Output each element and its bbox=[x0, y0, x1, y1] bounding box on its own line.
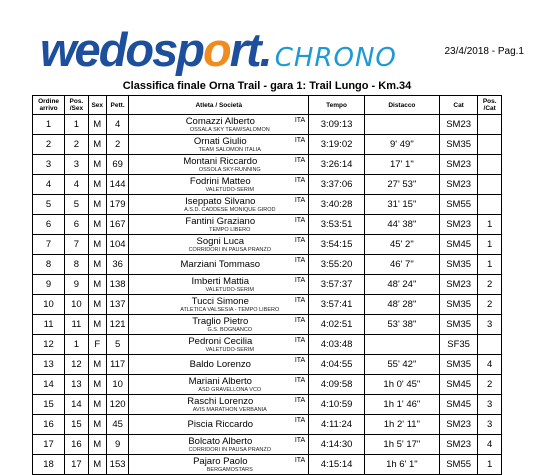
cell-tempo: 3:54:15 bbox=[309, 235, 365, 255]
athlete-nation: ITA bbox=[294, 317, 306, 324]
athlete-society: CORRIDORI IN PAUSA PRANZO bbox=[188, 446, 271, 453]
cell-ordine: 4 bbox=[33, 175, 65, 195]
cell-ordine: 7 bbox=[33, 235, 65, 255]
cell-distacco: 1h 0' 45" bbox=[364, 375, 439, 395]
athlete-name: Baldo Lorenzo bbox=[189, 359, 251, 370]
cell-sex: M bbox=[88, 295, 106, 315]
cell-cat: SM35 bbox=[439, 135, 478, 155]
cell-sex: M bbox=[88, 275, 106, 295]
cell-distacco: 53' 38" bbox=[364, 315, 439, 335]
cell-distacco bbox=[364, 335, 439, 355]
cell-pos-cat bbox=[478, 335, 502, 355]
cell-atleta bbox=[129, 195, 309, 215]
cell-tempo: 3:57:41 bbox=[309, 295, 365, 315]
cell-ordine: 12 bbox=[33, 335, 65, 355]
col-header-sex: Sex bbox=[88, 96, 106, 115]
cell-tempo: 3:09:13 bbox=[309, 115, 365, 135]
cell-distacco: 1h 1' 46" bbox=[364, 395, 439, 415]
cell-distacco: 17' 1" bbox=[364, 155, 439, 175]
cell-pett: 45 bbox=[106, 415, 128, 435]
cell-pett: 10 bbox=[106, 375, 128, 395]
cell-pos-sex: 17 bbox=[65, 455, 89, 475]
cell-distacco: 46' 7" bbox=[364, 255, 439, 275]
cell-sex: M bbox=[88, 255, 106, 275]
cell-tempo: 4:15:14 bbox=[309, 455, 365, 475]
cell-tempo: 3:26:14 bbox=[309, 155, 365, 175]
cell-distacco bbox=[364, 115, 439, 135]
cell-atleta bbox=[129, 275, 309, 295]
athlete-society: BERGAMOSTARS bbox=[206, 466, 253, 473]
cell-pos-sex: 1 bbox=[65, 335, 89, 355]
cell-sex: M bbox=[88, 215, 106, 235]
athlete-name: Comazzi Alberto bbox=[185, 115, 255, 127]
col-header-cat: Cat bbox=[439, 96, 478, 115]
cell-pos-sex: 6 bbox=[65, 215, 89, 235]
athlete-name: Piscia Riccardo bbox=[187, 419, 254, 430]
athlete-name: Pedroni Cecilia bbox=[188, 335, 253, 347]
col-header-ordine: Ordine arrivo bbox=[33, 96, 65, 115]
athlete-nation: ITA bbox=[294, 437, 306, 444]
athlete-nation: ITA bbox=[294, 137, 306, 144]
cell-ordine: 2 bbox=[33, 135, 65, 155]
cell-tempo: 3:40:28 bbox=[309, 195, 365, 215]
page-title: Classifica finale Orna Trail - gara 1: Trail Lungo - Km.34 bbox=[122, 80, 412, 92]
results-body bbox=[33, 115, 502, 475]
cell-cat: SF35 bbox=[439, 335, 478, 355]
cell-cat: SM35 bbox=[439, 255, 478, 275]
cell-sex: M bbox=[88, 135, 106, 155]
athlete-society: VALETUDO-SERIM bbox=[205, 186, 255, 193]
col-header-pett: Pett. bbox=[106, 96, 128, 115]
cell-cat: SM45 bbox=[439, 395, 478, 415]
cell-pos-cat bbox=[478, 195, 502, 215]
results-table bbox=[32, 95, 502, 475]
athlete-name: Iseppato Silvano bbox=[185, 195, 256, 207]
cell-distacco: 48' 24" bbox=[364, 275, 439, 295]
cell-pos-sex: 5 bbox=[65, 195, 89, 215]
athlete-name: Fantini Graziano bbox=[185, 215, 256, 227]
cell-tempo: 4:09:58 bbox=[309, 375, 365, 395]
cell-cat: SM23 bbox=[439, 175, 478, 195]
cell-atleta bbox=[129, 115, 309, 135]
cell-pos-sex: 3 bbox=[65, 155, 89, 175]
athlete-nation: ITA bbox=[294, 357, 306, 364]
cell-pos-cat bbox=[478, 175, 502, 195]
table-row bbox=[33, 275, 502, 295]
cell-distacco: 1h 6' 1" bbox=[364, 455, 439, 475]
cell-ordine: 10 bbox=[33, 295, 65, 315]
cell-pos-cat: 4 bbox=[478, 355, 502, 375]
table-row bbox=[33, 155, 502, 175]
cell-pos-sex: 1 bbox=[65, 115, 89, 135]
cell-ordine: 14 bbox=[33, 375, 65, 395]
cell-ordine: 8 bbox=[33, 255, 65, 275]
cell-cat: SM35 bbox=[439, 295, 478, 315]
cell-tempo: 4:03:48 bbox=[309, 335, 365, 355]
athlete-nation: ITA bbox=[294, 177, 306, 184]
cell-pett: 121 bbox=[106, 315, 128, 335]
cell-sex: F bbox=[88, 335, 106, 355]
cell-atleta bbox=[129, 395, 309, 415]
cell-pos-sex: 12 bbox=[65, 355, 89, 375]
cell-pett: 5 bbox=[106, 335, 128, 355]
cell-distacco: 1h 5' 17" bbox=[364, 435, 439, 455]
cell-pos-sex: 14 bbox=[65, 395, 89, 415]
cell-atleta bbox=[129, 255, 309, 275]
table-row bbox=[33, 395, 502, 415]
table-row bbox=[33, 195, 502, 215]
cell-pos-sex: 9 bbox=[65, 275, 89, 295]
athlete-society: G.S. BOGNANCO bbox=[207, 326, 253, 333]
athlete-nation: ITA bbox=[294, 257, 306, 264]
athlete-nation: ITA bbox=[294, 117, 306, 124]
cell-ordine: 6 bbox=[33, 215, 65, 235]
athlete-name: Imberti Mattia bbox=[191, 275, 250, 287]
athlete-nation: ITA bbox=[294, 157, 306, 164]
cell-atleta bbox=[129, 415, 309, 435]
cell-ordine: 15 bbox=[33, 395, 65, 415]
col-header-tempo: Tempo bbox=[309, 96, 365, 115]
col-header-distacco: Distacco bbox=[364, 96, 439, 115]
cell-cat: SM55 bbox=[439, 195, 478, 215]
table-row bbox=[33, 295, 502, 315]
cell-pett: 69 bbox=[106, 155, 128, 175]
athlete-nation: ITA bbox=[294, 377, 306, 384]
cell-pos-sex: 4 bbox=[65, 175, 89, 195]
athlete-society: OSSALA SKY TEAM/SALOMON bbox=[189, 126, 270, 133]
cell-pos-cat: 3 bbox=[478, 415, 502, 435]
cell-pos-cat: 3 bbox=[478, 395, 502, 415]
table-row bbox=[33, 375, 502, 395]
cell-atleta bbox=[129, 295, 309, 315]
athlete-society: VALETUDO-SERIM bbox=[205, 286, 255, 293]
cell-tempo: 4:14:30 bbox=[309, 435, 365, 455]
cell-cat: SM35 bbox=[439, 355, 478, 375]
cell-sex: M bbox=[88, 375, 106, 395]
cell-sex: M bbox=[88, 455, 106, 475]
table-row bbox=[33, 135, 502, 155]
athlete-nation: ITA bbox=[294, 337, 306, 344]
cell-atleta bbox=[129, 175, 309, 195]
cell-tempo: 3:19:02 bbox=[309, 135, 365, 155]
athlete-name: Fodrini Matteo bbox=[189, 175, 251, 187]
cell-ordine: 17 bbox=[33, 435, 65, 455]
athlete-name: Marziani Tommaso bbox=[180, 259, 261, 270]
cell-pos-cat: 1 bbox=[478, 235, 502, 255]
table-row bbox=[33, 435, 502, 455]
cell-tempo: 3:37:06 bbox=[309, 175, 365, 195]
cell-cat: SM45 bbox=[439, 235, 478, 255]
cell-ordine: 18 bbox=[33, 455, 65, 475]
athlete-name: Sogni Luca bbox=[196, 235, 245, 247]
cell-ordine: 13 bbox=[33, 355, 65, 375]
cell-cat: SM23 bbox=[439, 415, 478, 435]
cell-pos-sex: 10 bbox=[65, 295, 89, 315]
cell-sex: M bbox=[88, 155, 106, 175]
cell-pett: 117 bbox=[106, 355, 128, 375]
athlete-society: AVIS MARATHON VERBANIA bbox=[192, 406, 267, 413]
cell-cat: SM23 bbox=[439, 435, 478, 455]
cell-pos-cat: 2 bbox=[478, 275, 502, 295]
cell-ordine: 5 bbox=[33, 195, 65, 215]
athlete-nation: ITA bbox=[294, 457, 306, 464]
athlete-society: TEAM SALOMON ITALIA bbox=[198, 146, 261, 153]
col-header-pos-sex: Pos. /Sex bbox=[65, 96, 89, 115]
cell-distacco: 55' 42" bbox=[364, 355, 439, 375]
cell-cat: SM35 bbox=[439, 315, 478, 335]
cell-pett: 138 bbox=[106, 275, 128, 295]
cell-tempo: 4:04:55 bbox=[309, 355, 365, 375]
cell-sex: M bbox=[88, 175, 106, 195]
cell-pett: 167 bbox=[106, 215, 128, 235]
athlete-society: ASD GRAVELLONA VCO bbox=[198, 386, 262, 393]
cell-ordine: 16 bbox=[33, 415, 65, 435]
cell-pett: 104 bbox=[106, 235, 128, 255]
cell-sex: M bbox=[88, 395, 106, 415]
cell-distacco: 27' 53" bbox=[364, 175, 439, 195]
cell-cat: SM23 bbox=[439, 115, 478, 135]
athlete-name: Traglio Pietro bbox=[192, 315, 249, 327]
cell-pos-sex: 8 bbox=[65, 255, 89, 275]
cell-pos-sex: 7 bbox=[65, 235, 89, 255]
table-row bbox=[33, 355, 502, 375]
cell-ordine: 9 bbox=[33, 275, 65, 295]
athlete-name: Mariani Alberto bbox=[188, 375, 252, 387]
athlete-nation: ITA bbox=[294, 277, 306, 284]
table-row bbox=[33, 255, 502, 275]
table-header-row bbox=[33, 96, 502, 115]
athlete-name: Ornati Giulio bbox=[193, 135, 247, 147]
athlete-nation: ITA bbox=[294, 417, 306, 424]
cell-tempo: 3:55:20 bbox=[309, 255, 365, 275]
cell-pos-cat: 1 bbox=[478, 455, 502, 475]
cell-sex: M bbox=[88, 115, 106, 135]
cell-distacco: 1h 2' 11" bbox=[364, 415, 439, 435]
cell-sex: M bbox=[88, 435, 106, 455]
cell-ordine: 3 bbox=[33, 155, 65, 175]
cell-sex: M bbox=[88, 235, 106, 255]
cell-pos-cat: 1 bbox=[478, 255, 502, 275]
athlete-society: OSSOLA SKY-RUNNING bbox=[198, 166, 261, 173]
athlete-nation: ITA bbox=[294, 217, 306, 224]
cell-tempo: 3:57:37 bbox=[309, 275, 365, 295]
cell-cat: SM45 bbox=[439, 375, 478, 395]
cell-pos-cat bbox=[478, 135, 502, 155]
col-header-pos-cat: Pos. /Cat bbox=[478, 96, 502, 115]
cell-tempo: 4:10:59 bbox=[309, 395, 365, 415]
col-header-atleta: Atleta / Società bbox=[129, 96, 309, 115]
cell-distacco: 9' 49" bbox=[364, 135, 439, 155]
cell-tempo: 4:11:24 bbox=[309, 415, 365, 435]
cell-pos-sex: 13 bbox=[65, 375, 89, 395]
cell-sex: M bbox=[88, 315, 106, 335]
cell-distacco: 45' 2" bbox=[364, 235, 439, 255]
cell-pett: 9 bbox=[106, 435, 128, 455]
cell-tempo: 4:02:51 bbox=[309, 315, 365, 335]
cell-pos-cat bbox=[478, 155, 502, 175]
athlete-name: Pajaro Paolo bbox=[193, 455, 248, 467]
cell-pett: 179 bbox=[106, 195, 128, 215]
athlete-society: TEMPO LIBERO bbox=[209, 226, 251, 233]
logo-sp: sp bbox=[152, 23, 203, 76]
cell-sex: M bbox=[88, 415, 106, 435]
athlete-nation: ITA bbox=[294, 197, 306, 204]
cell-atleta bbox=[129, 315, 309, 335]
cell-pos-sex: 15 bbox=[65, 415, 89, 435]
athlete-name: Montani Riccardo bbox=[183, 155, 258, 167]
athlete-nation: ITA bbox=[294, 297, 306, 304]
athlete-society: VALETUDO-SERIM bbox=[205, 346, 255, 353]
date-page: 23/4/2018 - Pag.1 bbox=[444, 46, 524, 57]
cell-pett: 120 bbox=[106, 395, 128, 415]
cell-pos-cat: 2 bbox=[478, 295, 502, 315]
logo-wedo: wedo bbox=[40, 23, 153, 76]
wedosport-chrono-logo bbox=[40, 22, 397, 78]
table-row bbox=[33, 215, 502, 235]
cell-atleta bbox=[129, 375, 309, 395]
cell-distacco: 48' 28" bbox=[364, 295, 439, 315]
cell-pos-cat: 4 bbox=[478, 435, 502, 455]
table-row bbox=[33, 115, 502, 135]
logo-rt: rt. bbox=[229, 23, 271, 76]
cell-pos-cat: 1 bbox=[478, 215, 502, 235]
cell-sex: M bbox=[88, 195, 106, 215]
cell-cat: SM23 bbox=[439, 215, 478, 235]
cell-pett: 144 bbox=[106, 175, 128, 195]
cell-atleta bbox=[129, 235, 309, 255]
cell-pett: 137 bbox=[106, 295, 128, 315]
table-row bbox=[33, 235, 502, 255]
cell-atleta bbox=[129, 435, 309, 455]
cell-pos-sex: 2 bbox=[65, 135, 89, 155]
athlete-name: Raschi Lorenzo bbox=[187, 395, 254, 407]
table-row bbox=[33, 335, 502, 355]
cell-ordine: 11 bbox=[33, 315, 65, 335]
cell-atleta bbox=[129, 155, 309, 175]
cell-pos-cat bbox=[478, 115, 502, 135]
cell-atleta bbox=[129, 135, 309, 155]
athlete-name: Tucci Simone bbox=[191, 295, 249, 307]
cell-pett: 4 bbox=[106, 115, 128, 135]
cell-pos-cat: 2 bbox=[478, 375, 502, 395]
athlete-society: ATLETICA VALSESIA - TEMPO LIBERO bbox=[180, 306, 280, 313]
cell-distacco: 44' 38" bbox=[364, 215, 439, 235]
table-row bbox=[33, 315, 502, 335]
cell-pos-cat: 3 bbox=[478, 315, 502, 335]
cell-tempo: 3:53:51 bbox=[309, 215, 365, 235]
logo-o: o bbox=[202, 23, 230, 76]
cell-cat: SM55 bbox=[439, 455, 478, 475]
cell-atleta bbox=[129, 455, 309, 475]
cell-atleta bbox=[129, 215, 309, 235]
table-row bbox=[33, 455, 502, 475]
cell-atleta bbox=[129, 335, 309, 355]
cell-ordine: 1 bbox=[33, 115, 65, 135]
cell-atleta bbox=[129, 355, 309, 375]
cell-cat: SM23 bbox=[439, 275, 478, 295]
cell-pett: 153 bbox=[106, 455, 128, 475]
cell-pos-sex: 16 bbox=[65, 435, 89, 455]
cell-sex: M bbox=[88, 355, 106, 375]
cell-cat: SM23 bbox=[439, 155, 478, 175]
athlete-nation: ITA bbox=[294, 397, 306, 404]
athlete-society: CORRIDORI IN PAUSA PRANZO bbox=[188, 246, 271, 253]
cell-pett: 2 bbox=[106, 135, 128, 155]
table-row bbox=[33, 415, 502, 435]
cell-pos-sex: 11 bbox=[65, 315, 89, 335]
table-row bbox=[33, 175, 502, 195]
logo-chrono: CHRONO bbox=[274, 43, 397, 73]
cell-distacco: 31' 15" bbox=[364, 195, 439, 215]
cell-pett: 36 bbox=[106, 255, 128, 275]
athlete-name: Bolcato Alberto bbox=[188, 435, 253, 447]
athlete-society: A.S.D. CADDESE MONIQUE GIROD bbox=[184, 206, 276, 213]
athlete-nation: ITA bbox=[294, 237, 306, 244]
